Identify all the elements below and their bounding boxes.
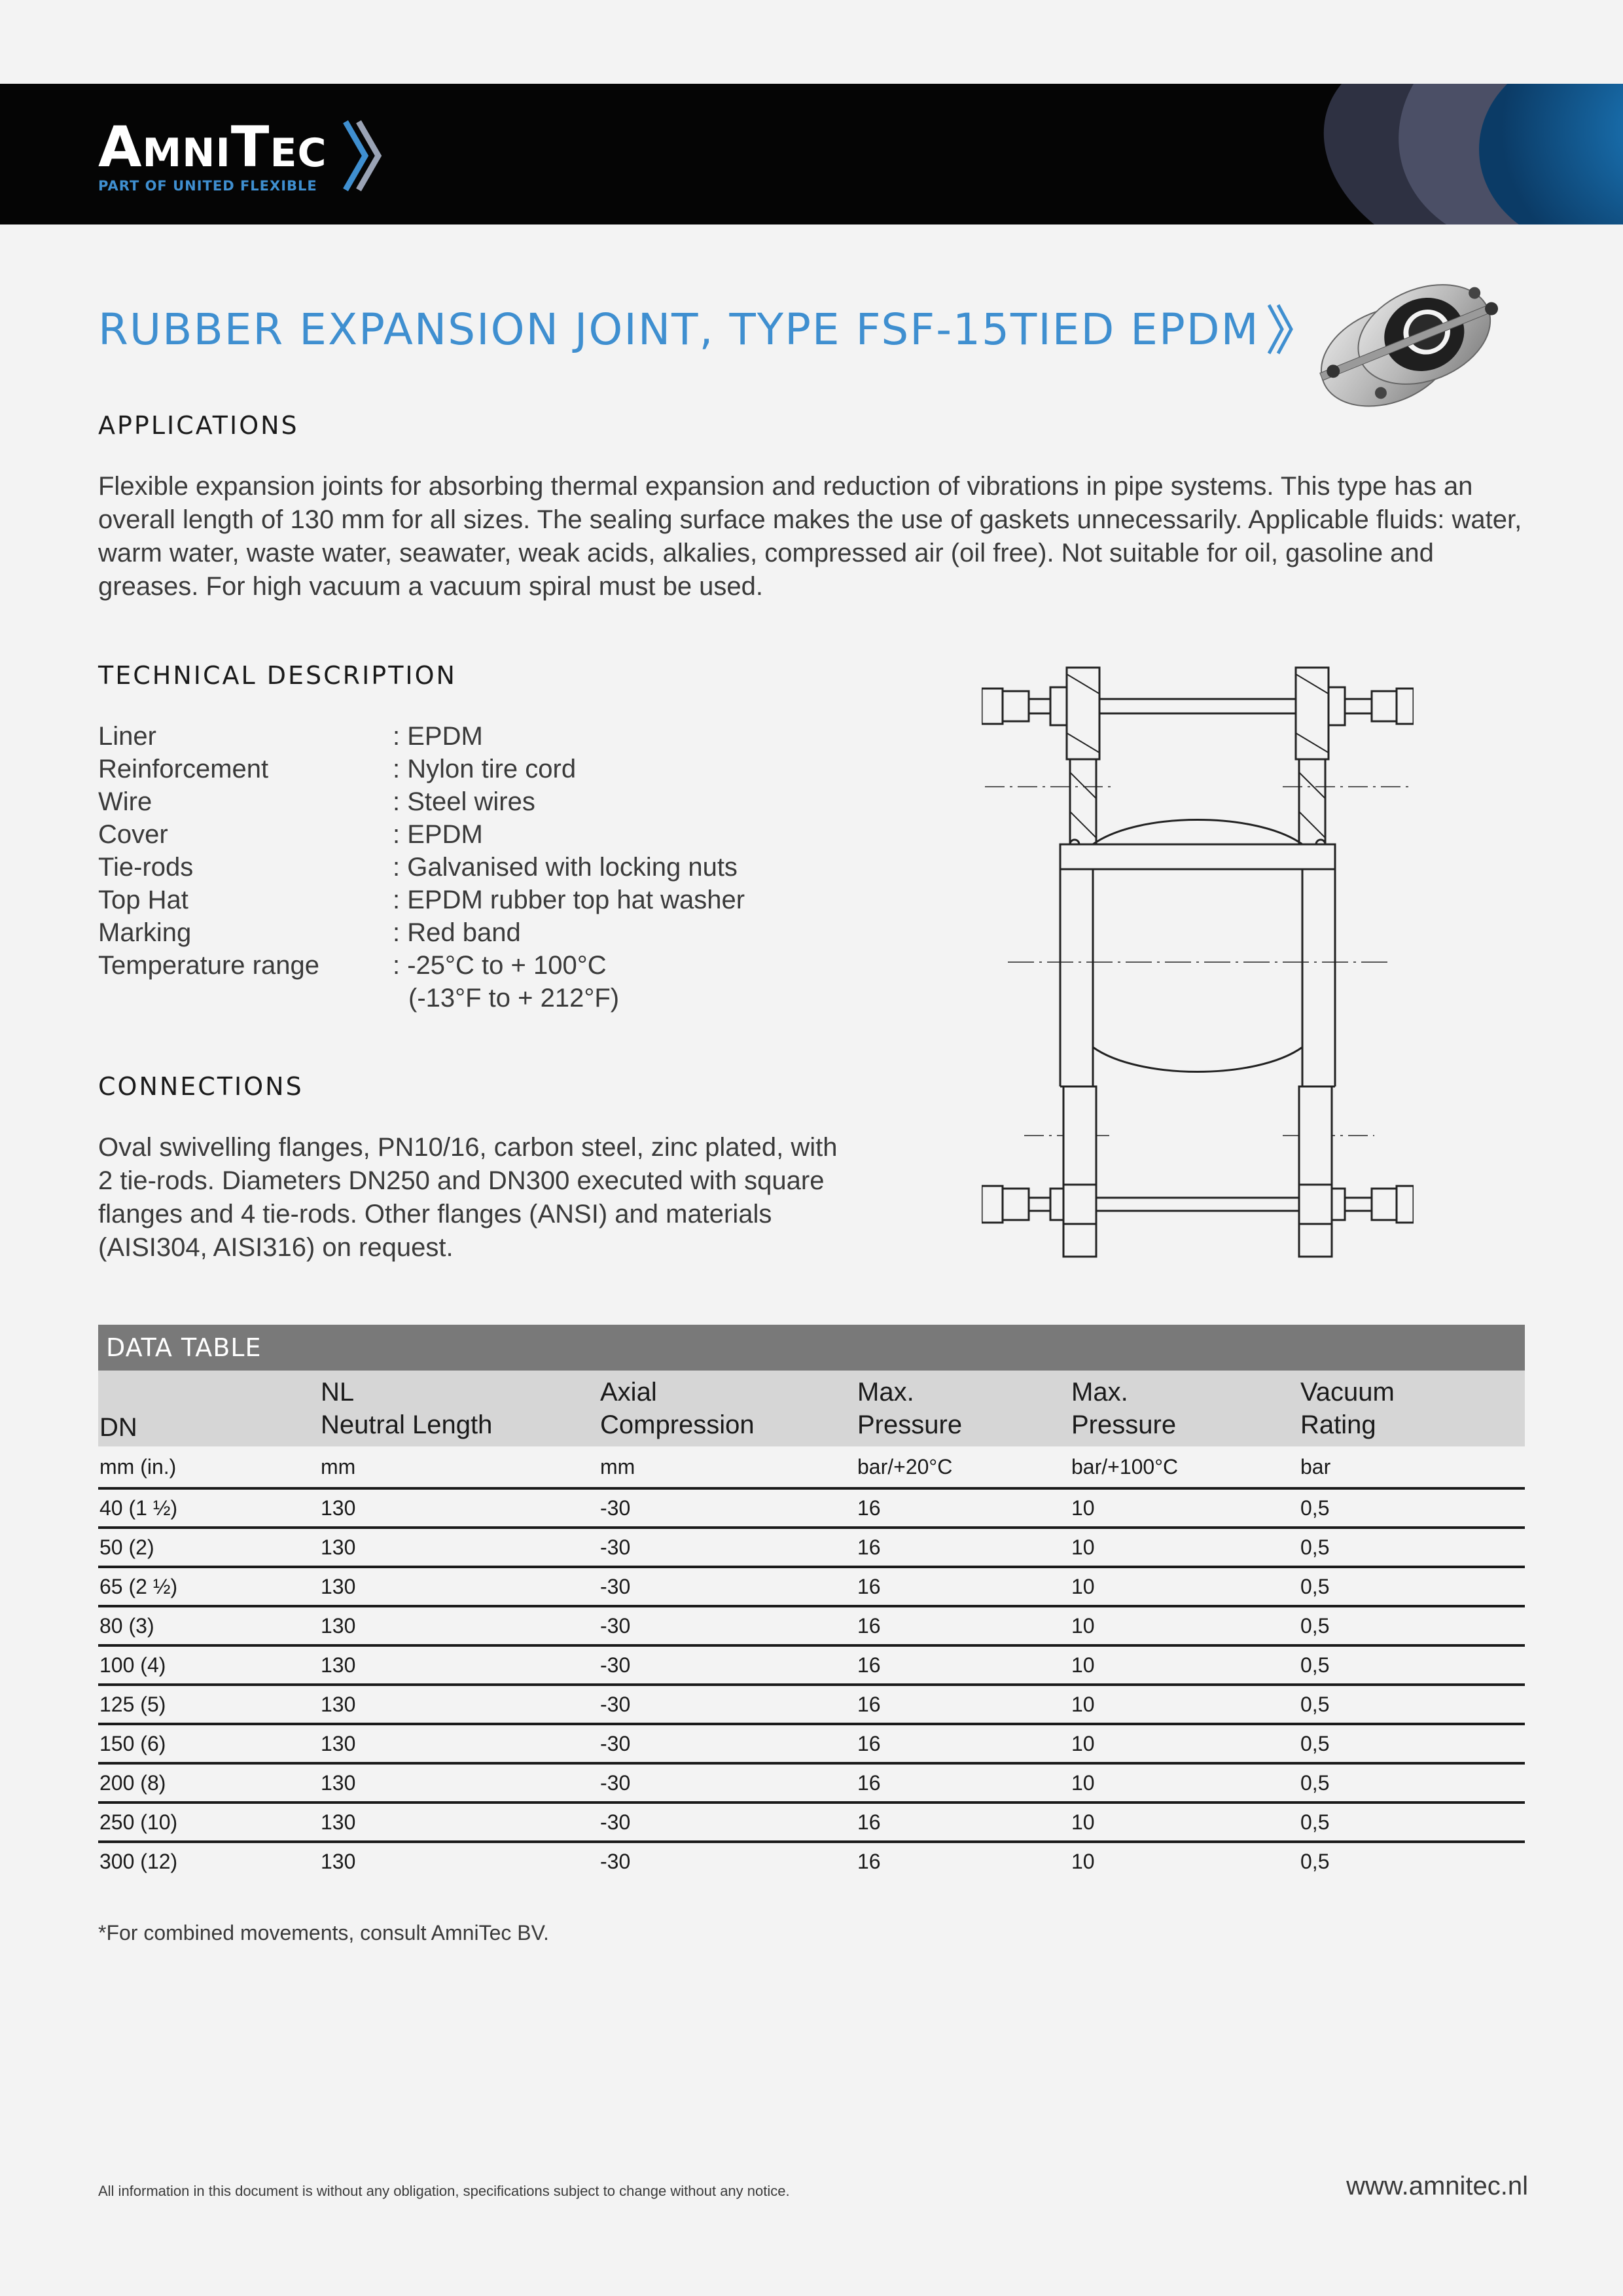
- spec-label: Temperature range: [98, 951, 319, 980]
- table-cell: 0,5: [1300, 1653, 1330, 1677]
- title-chevron-icon: [1265, 301, 1295, 357]
- table-cell: 250 (10): [99, 1810, 178, 1834]
- table-cell: 16: [857, 1850, 881, 1873]
- spec-row-tie-rods: [98, 851, 745, 884]
- column-header-axial: Axial: [600, 1378, 657, 1407]
- table-cell: -30: [600, 1850, 631, 1873]
- table-cell: 16: [857, 1614, 881, 1638]
- technical-drawing: [982, 648, 1414, 1276]
- table-cell: 300 (12): [99, 1850, 178, 1873]
- table-cell: 16: [857, 1575, 881, 1598]
- table-cell: 0,5: [1300, 1535, 1330, 1559]
- unit-cell: mm (in.): [99, 1455, 177, 1479]
- table-cell: 0,5: [1300, 1850, 1330, 1873]
- header-band: [0, 84, 1623, 224]
- spec-label: Wire: [98, 787, 152, 816]
- table-cell: 16: [857, 1535, 881, 1559]
- table-cell: 10: [1071, 1496, 1095, 1520]
- unit-cell: bar/+100°C: [1071, 1455, 1179, 1479]
- footer-disclaimer: All information in this document is without any obligation, specifications subject to change without any notice.: [98, 2183, 790, 2199]
- table-cell: -30: [600, 1575, 631, 1598]
- table-cell: -30: [600, 1496, 631, 1520]
- spec-temperature-fahrenheit: (-13°F to + 212°F): [408, 984, 620, 1013]
- spec-row-liner: [98, 720, 745, 753]
- column-header-max-pressure-20: Max.: [857, 1378, 914, 1407]
- table-cell: 130: [321, 1850, 356, 1873]
- table-cell: 10: [1071, 1575, 1095, 1598]
- spec-row-top-hat: [98, 884, 745, 916]
- table-cell: 10: [1071, 1693, 1095, 1716]
- technical-spec-list: [98, 720, 745, 1014]
- table-cell: 10: [1071, 1732, 1095, 1755]
- spec-value: : EPDM rubber top hat washer: [393, 886, 745, 914]
- table-cell: -30: [600, 1810, 631, 1834]
- spec-label: Tie-rods: [98, 853, 194, 882]
- product-photo: [1302, 262, 1518, 425]
- spec-value: : EPDM: [393, 820, 483, 849]
- company-logo: [98, 115, 327, 194]
- table-row: [98, 1843, 1525, 1880]
- table-cell: 0,5: [1300, 1732, 1330, 1755]
- applications-text: Flexible expansion joints for absorbing thermal expansion and reduction of vibrations in pipe systems. This type has an overall length of 130 mm for all sizes. The sealing surface makes the use of gaskets unnecessarily. Applicable fluids: water, warm water, waste water, seawater, weak acids, alkalies, compressed air (oil free). Not suitable for oil, gasoline and greases. For high vacuum a vacuum spiral must be used.: [98, 472, 1522, 601]
- table-row: [98, 1568, 1525, 1607]
- spec-label: Cover: [98, 820, 168, 849]
- table-cell: 0,5: [1300, 1771, 1330, 1795]
- table-banner: DATA TABLE: [98, 1325, 1525, 1371]
- table-cell: 10: [1071, 1810, 1095, 1834]
- connections-text: Oval swivelling flanges, PN10/16, carbon steel, zinc plated, with 2 tie-rods. Diameters DN250 and DN300 executed with square flanges and 4 tie-rods. Other flanges (ANSI) and materials (AISI304, AISI316) on request.: [98, 1133, 838, 1262]
- logo-wordmark: AmniTec: [98, 115, 327, 180]
- table-cell: 130: [321, 1575, 356, 1598]
- table-cell: 10: [1071, 1771, 1095, 1795]
- logo-tagline: PART OF UNITED FLEXIBLE: [98, 178, 317, 194]
- table-cell: -30: [600, 1771, 631, 1795]
- table-cell: 50 (2): [99, 1535, 154, 1559]
- table-cell: 16: [857, 1810, 881, 1834]
- table-cell: 0,5: [1300, 1496, 1330, 1520]
- table-cell: 130: [321, 1810, 356, 1834]
- column-header-dn: DN: [99, 1413, 137, 1442]
- page-title: RUBBER EXPANSION JOINT, TYPE FSF-15TIED EPDM: [98, 304, 1260, 355]
- table-cell: 80 (3): [99, 1614, 154, 1638]
- table-row: [98, 1804, 1525, 1843]
- table-cell: 125 (5): [99, 1693, 166, 1716]
- table-cell: 130: [321, 1496, 356, 1520]
- spec-value: : Steel wires: [393, 787, 535, 816]
- spec-label: Top Hat: [98, 886, 188, 914]
- unit-cell: mm: [321, 1455, 356, 1479]
- table-units-row: [98, 1446, 1525, 1490]
- table-row: [98, 1529, 1525, 1568]
- spec-value: : Nylon tire cord: [393, 755, 577, 783]
- table-cell: 16: [857, 1653, 881, 1677]
- column-header-axial-sub: Compression: [600, 1410, 755, 1439]
- spec-row-temperature: [98, 949, 745, 982]
- column-header-max-pressure-100-sub: Pressure: [1071, 1410, 1177, 1439]
- spec-row-reinforcement: [98, 753, 745, 785]
- column-header-max-pressure-20-sub: Pressure: [857, 1410, 963, 1439]
- table-row: [98, 1607, 1525, 1647]
- table-cell: 16: [857, 1693, 881, 1716]
- table-cell: 130: [321, 1653, 356, 1677]
- table-cell: 200 (8): [99, 1771, 166, 1795]
- table-cell: -30: [600, 1614, 631, 1638]
- spec-row-wire: [98, 785, 745, 818]
- table-cell: 0,5: [1300, 1693, 1330, 1716]
- table-cell: 150 (6): [99, 1732, 166, 1755]
- table-cell: 100 (4): [99, 1653, 166, 1677]
- spec-row-cover: [98, 818, 745, 851]
- logo-chevron-icon: [340, 117, 386, 195]
- table-cell: -30: [600, 1732, 631, 1755]
- column-header-max-pressure-100: Max.: [1071, 1378, 1128, 1407]
- table-cell: 0,5: [1300, 1614, 1330, 1638]
- table-cell: -30: [600, 1653, 631, 1677]
- title-row: [98, 300, 1295, 359]
- table-row: [98, 1765, 1525, 1804]
- table-row: [98, 1647, 1525, 1686]
- column-header-vacuum-sub: Rating: [1300, 1410, 1376, 1439]
- unit-cell: bar/+20°C: [857, 1455, 953, 1479]
- table-cell: 0,5: [1300, 1575, 1330, 1598]
- table-cell: 16: [857, 1771, 881, 1795]
- table-row: [98, 1490, 1525, 1529]
- table-header: [98, 1371, 1525, 1446]
- table-cell: 10: [1071, 1614, 1095, 1638]
- data-table: [98, 1325, 1525, 1880]
- spec-row-marking: [98, 916, 745, 949]
- unit-cell: mm: [600, 1455, 635, 1479]
- table-cell: -30: [600, 1535, 631, 1559]
- table-cell: 65 (2 ½): [99, 1575, 178, 1598]
- column-header-nl-sub: Neutral Length: [321, 1410, 493, 1439]
- table-cell: 16: [857, 1496, 881, 1520]
- table-cell: 40 (1 ½): [99, 1496, 178, 1520]
- table-cell: 130: [321, 1732, 356, 1755]
- table-cell: 10: [1071, 1850, 1095, 1873]
- table-cell: 130: [321, 1535, 356, 1559]
- column-header-nl: NL: [321, 1378, 355, 1407]
- table-cell: 16: [857, 1732, 881, 1755]
- spec-label: Reinforcement: [98, 755, 269, 783]
- unit-cell: bar: [1300, 1455, 1331, 1479]
- spec-value: : Galvanised with locking nuts: [393, 853, 738, 882]
- table-cell: 130: [321, 1693, 356, 1716]
- table-cell: -30: [600, 1693, 631, 1716]
- table-cell: 130: [321, 1771, 356, 1795]
- table-cell: 10: [1071, 1535, 1095, 1559]
- table-cell: 130: [321, 1614, 356, 1638]
- table-row: [98, 1686, 1525, 1725]
- spec-label: Marking: [98, 918, 192, 947]
- table-cell: 10: [1071, 1653, 1095, 1677]
- spec-value: : EPDM: [393, 722, 483, 751]
- applications-heading: APPLICATIONS: [98, 411, 299, 440]
- table-cell: 0,5: [1300, 1810, 1330, 1834]
- spec-label: Liner: [98, 722, 156, 751]
- spec-value: : -25°C to + 100°C: [393, 951, 607, 980]
- header-decoration: [1283, 84, 1623, 224]
- footnote: *For combined movements, consult AmniTec BV.: [98, 1921, 549, 1945]
- footer-website-link[interactable]: www.amnitec.nl: [1346, 2172, 1528, 2200]
- technical-description-heading: TECHNICAL DESCRIPTION: [98, 661, 457, 690]
- spec-value: : Red band: [393, 918, 521, 947]
- table-row: [98, 1725, 1525, 1765]
- column-header-vacuum: Vacuum: [1300, 1378, 1395, 1407]
- connections-heading: CONNECTIONS: [98, 1072, 304, 1101]
